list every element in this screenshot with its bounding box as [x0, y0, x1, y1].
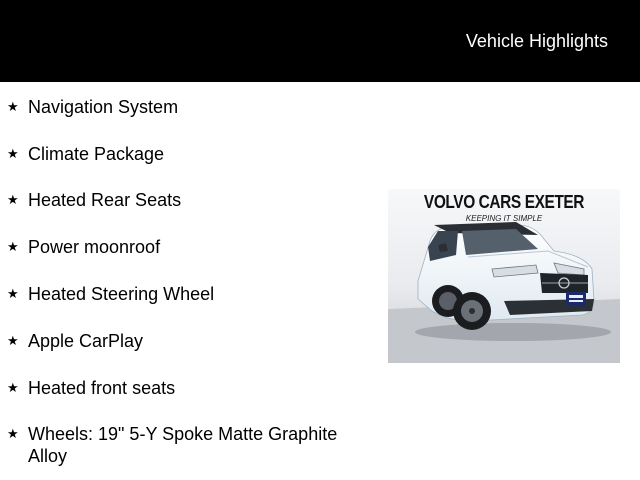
star-icon: ★ [7, 333, 19, 348]
feature-label: Wheels: 19" 5-Y Spoke Matte Graphite Alloy [28, 424, 338, 466]
header-bar [0, 0, 640, 82]
star-icon: ★ [7, 426, 19, 441]
star-icon: ★ [7, 146, 19, 161]
dealer-logo-text: VOLVO CARS EXETER [423, 192, 585, 212]
feature-label: Climate Package [28, 144, 165, 164]
star-icon: ★ [7, 192, 19, 207]
feature-label: Heated Steering Wheel [28, 284, 215, 304]
star-icon: ★ [7, 99, 19, 114]
vehicle-photo [388, 189, 620, 363]
star-icon: ★ [7, 286, 19, 301]
feature-label: Apple CarPlay [28, 331, 144, 351]
star-icon: ★ [7, 239, 19, 254]
feature-label: Heated front seats [28, 378, 176, 398]
feature-label: Navigation System [28, 97, 179, 117]
feature-label: Power moonroof [28, 237, 161, 257]
star-icon: ★ [7, 380, 19, 395]
page-title: Vehicle Highlights [465, 31, 608, 51]
feature-label: Heated Rear Seats [28, 190, 182, 210]
dealer-tagline: KEEPING IT SIMPLE [465, 214, 543, 223]
